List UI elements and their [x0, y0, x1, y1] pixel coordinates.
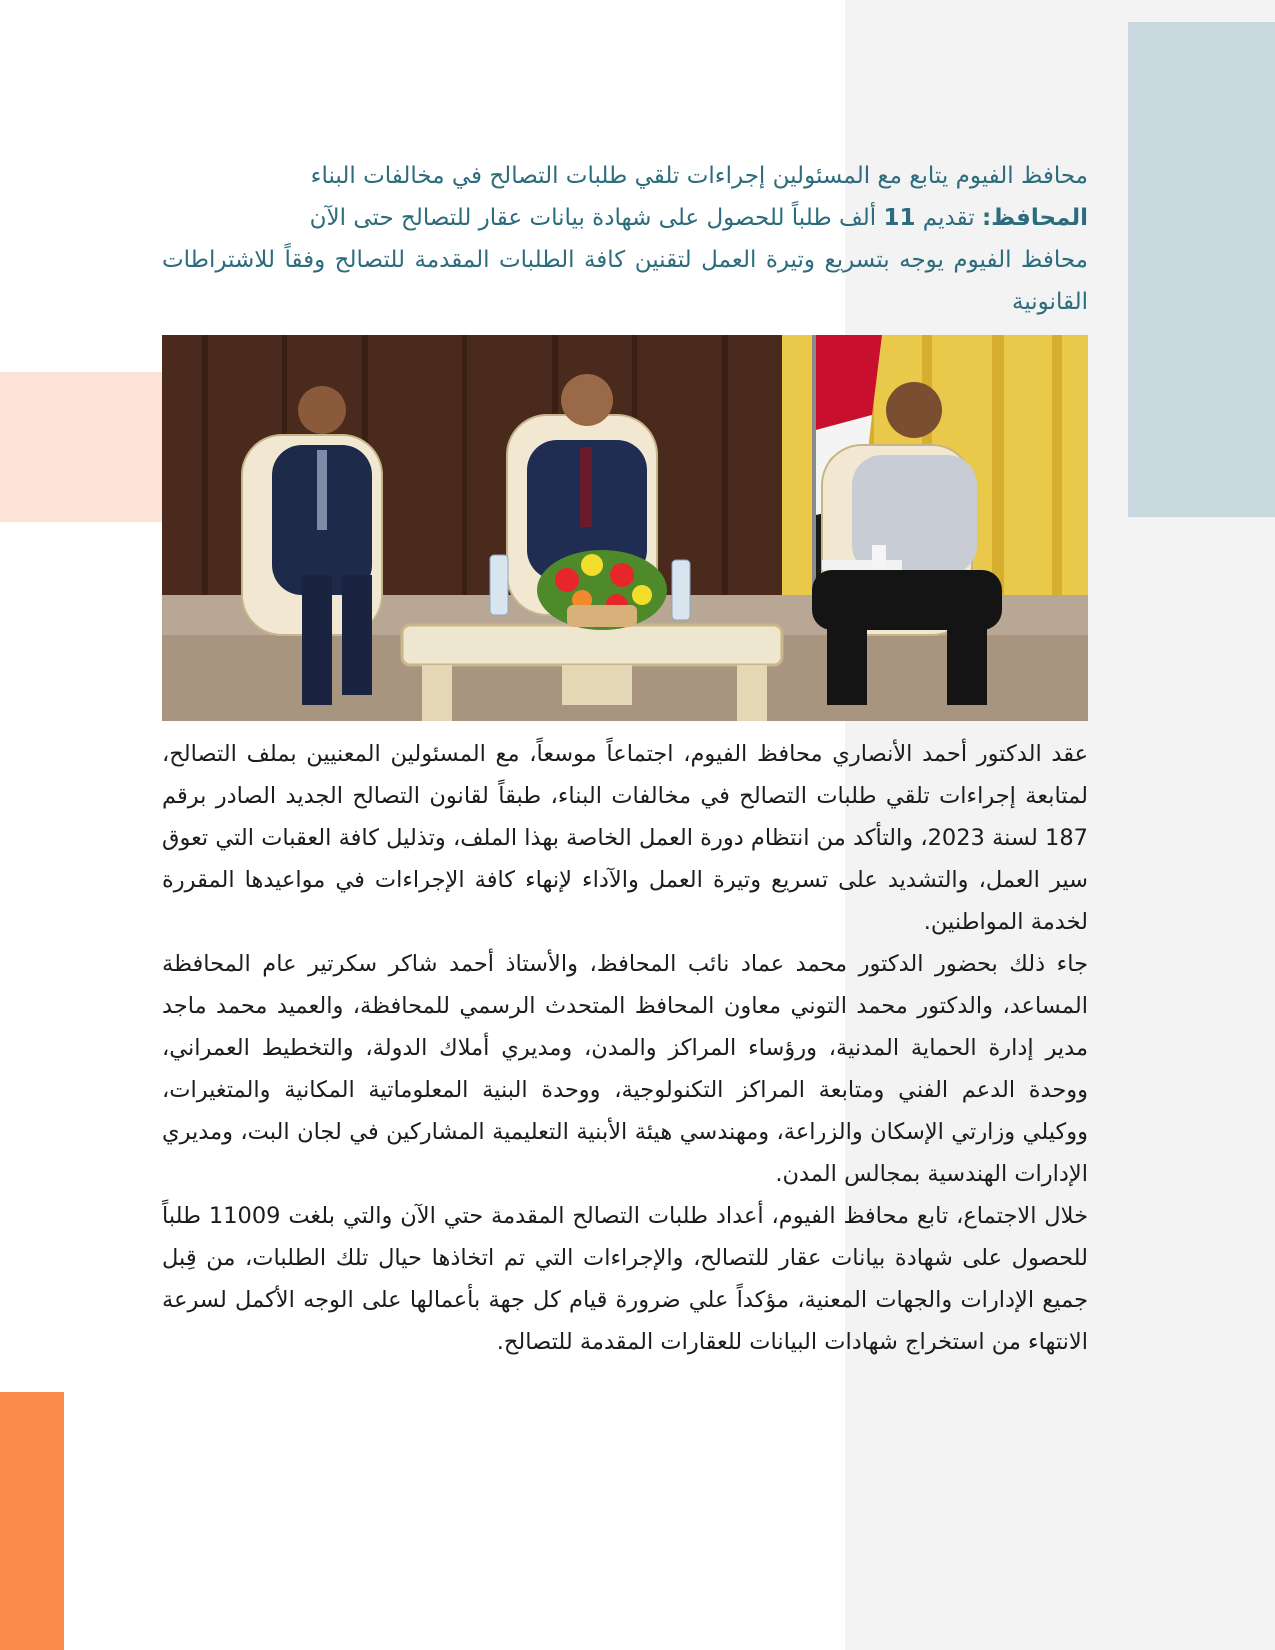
- decorative-orange-block: [0, 1392, 64, 1650]
- headline-2-text: تقديم: [915, 205, 982, 231]
- paragraph-2: جاء ذلك بحضور الدكتور محمد عماد نائب المحافظ، والأستاذ أحمد شاكر سكرتير عام المحافظة المساعد، والدكتور محمد التوني معاون المحافظ المتحدث الرسمي للمحافظة، والعميد محمد ماجد مدير إدارة الحماية المدنية، ورؤساء المراكز والمدن، ومديري أملاك الدولة، والتخطيط العمراني، ووحدة الدعم الفني ومتابعة المراكز التكنولوجية، ووحدة البنية المعلوماتية المكانية والمتغيرات، ووكيلي وزارتي الإسكان والزراعة، ومهندسي هيئة الأبنية التعليمية المشاركين في لجان البت، ومديري الإدارات الهندسية بمجالس المدن.: [162, 951, 1088, 1187]
- paragraph-3: خلال الاجتماع، تابع محافظ الفيوم، أعداد طلبات التصالح المقدمة حتي الآن والتي بلغت 11009 طلباً للحصول على شهادة بيانات عقار للتصالح، والإجراءات التي تم اتخاذها حيال تلك الطلبات، من قِبل جميع الإدارات والجهات المعنية، مؤكداً علي ضرورة قيام كل جهة بأعمالها على الوجه الأكمل لسرعة الانتهاء من استخراج شهادات البيانات للعقارات المقدمة للتصالح.: [162, 1203, 1088, 1355]
- decorative-peach-block: [0, 372, 165, 522]
- headline-2-number: 11: [883, 205, 916, 231]
- decorative-blue-block: [1128, 22, 1275, 517]
- headline-2: [162, 197, 1088, 239]
- headline-2-label: المحافظ:: [981, 205, 1088, 231]
- flower-arrangement: [537, 550, 667, 630]
- headline-2-rest: ألف طلباً للحصول على شهادة بيانات عقار للتصالح حتى الآن: [309, 205, 884, 231]
- paragraph-1: عقد الدكتور أحمد الأنصاري محافظ الفيوم، اجتماعاً موسعاً، مع المسئولين المعنيين بملف التصالح، لمتابعة إجراءات تلقي طلبات التصالح في مخالفات البناء، طبقاً لقانون التصالح الجديد الصادر برقم 187 لسنة 2023، والتأكد من انتظام دورة العمل الخاصة بهذا الملف، وتذليل كافة العقبات التي تعوق سير العمل، والتشديد على تسريع وتيرة العمل والآداء لإنهاء كافة الإجراءات في مواعيدها المقررة لخدمة المواطنين.: [162, 741, 1088, 935]
- article: [162, 155, 1088, 1363]
- meeting-photo: [162, 335, 1088, 721]
- headline-1: محافظ الفيوم يتابع مع المسئولين إجراءات تلقي طلبات التصالح في مخالفات البناء: [310, 163, 1088, 189]
- headline-3: محافظ الفيوم يوجه بتسريع وتيرة العمل لتقنين كافة الطلبات المقدمة للتصالح وفقاً للاشتراطات القانونية: [162, 247, 1088, 315]
